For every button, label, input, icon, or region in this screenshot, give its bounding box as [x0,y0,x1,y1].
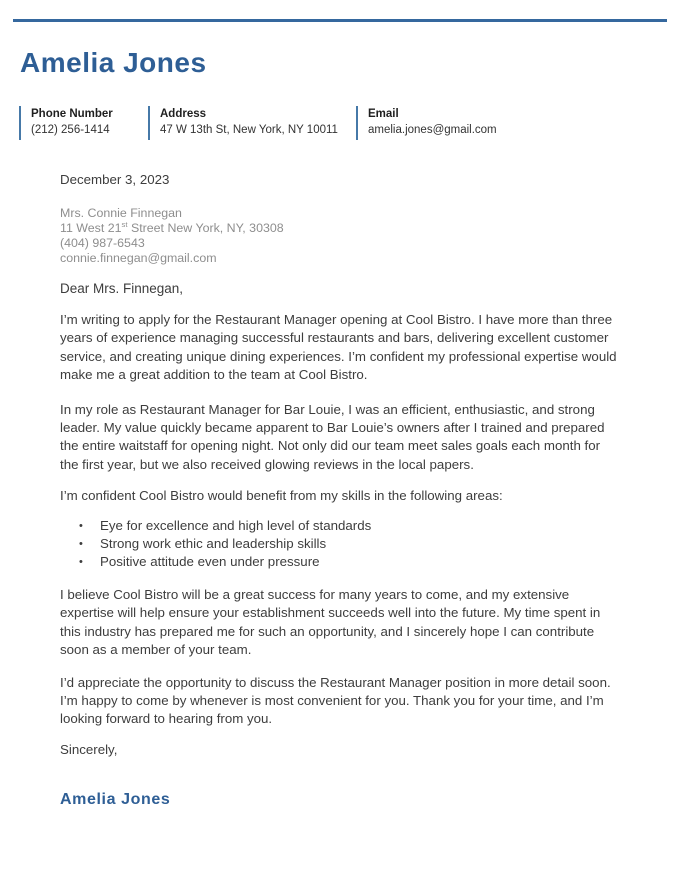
skill-bullet-item: • Strong work ethic and leadership skills [60,535,620,553]
signature-name: Amelia Jones [60,791,171,809]
applicant-name-heading: Amelia Jones [20,47,207,78]
top-divider-rule [13,19,667,22]
paragraph-experience: In my role as Restaurant Manager for Bar Louie, I was an efficient, enthusiastic, and strong leader. My value quickly became apparent to Bar Louie’s owners after I trained and prepared the entire waitstaff for opening night. Not only did our team meet sales goals each month for the first year, but we also received glowing reviews in the local papers. [60,401,605,472]
paragraph-belief: I believe Cool Bistro will be a great success for many years to come, and my extensive expertise will help ensure your establishment succeeds well into the future. My time spent in this industry has prepared me for such an opportunity, and I sincerely hope I can contribute soon as a member of your team. [60,586,601,658]
skills-intro-line: I’m confident Cool Bistro would benefit from my skills in the following areas: [60,488,503,504]
recipient-email: connie.finnegan@gmail.com [60,251,217,265]
contact-email-value: amelia.jones@gmail.com [368,124,497,136]
recipient-address [60,221,620,236]
recipient-name: Mrs. Connie Finnegan [60,206,182,220]
contact-phone-block [19,106,148,140]
letter-body [60,173,620,809]
paragraph-call-to-action: I’d appreciate the opportunity to discuss the Restaurant Manager position in more detail soon. I’m happy to come by whenever is most convenient for you. Thank you for your time, and I’m looking forward to hearing from you. [60,674,611,727]
recipient-address-prefix: 11 West 21 [60,221,122,235]
contact-email-block [356,106,497,140]
skill-bullet-item: • Eye for excellence and high level of standards [60,517,620,535]
salutation: Dear Mrs. Finnegan, [60,281,184,296]
contact-phone-value: (212) 256-1414 [31,124,110,136]
paragraph-intro: I’m writing to apply for the Restaurant Manager opening at Cool Bistro. I have more than three years of experience managing successful restaurants and bars, delivering excellent customer service, and creating unique dining experiences. I’m confident my professional expertise would make me a great addition to the team at Cool Bistro. [60,312,617,383]
contact-address-value: 47 W 13th St, New York, NY 10011 [160,124,338,136]
contact-address-label: Address [160,108,207,120]
skills-bullet-list [60,517,620,572]
closing-line: Sincerely, [60,741,118,757]
skill-bullet-item: • Positive attitude even under pressure [60,553,620,571]
letter-date: December 3, 2023 [60,172,170,187]
recipient-block [60,206,620,266]
contact-info-bar [19,106,680,140]
contact-phone-label: Phone Number [31,108,113,120]
recipient-address-suffix: Street New York, NY, 30308 [127,221,284,235]
contact-email-label: Email [368,108,399,120]
recipient-phone: (404) 987-6543 [60,236,145,250]
contact-address-block [148,106,356,140]
recipient-address-ordinal: st [121,219,128,229]
